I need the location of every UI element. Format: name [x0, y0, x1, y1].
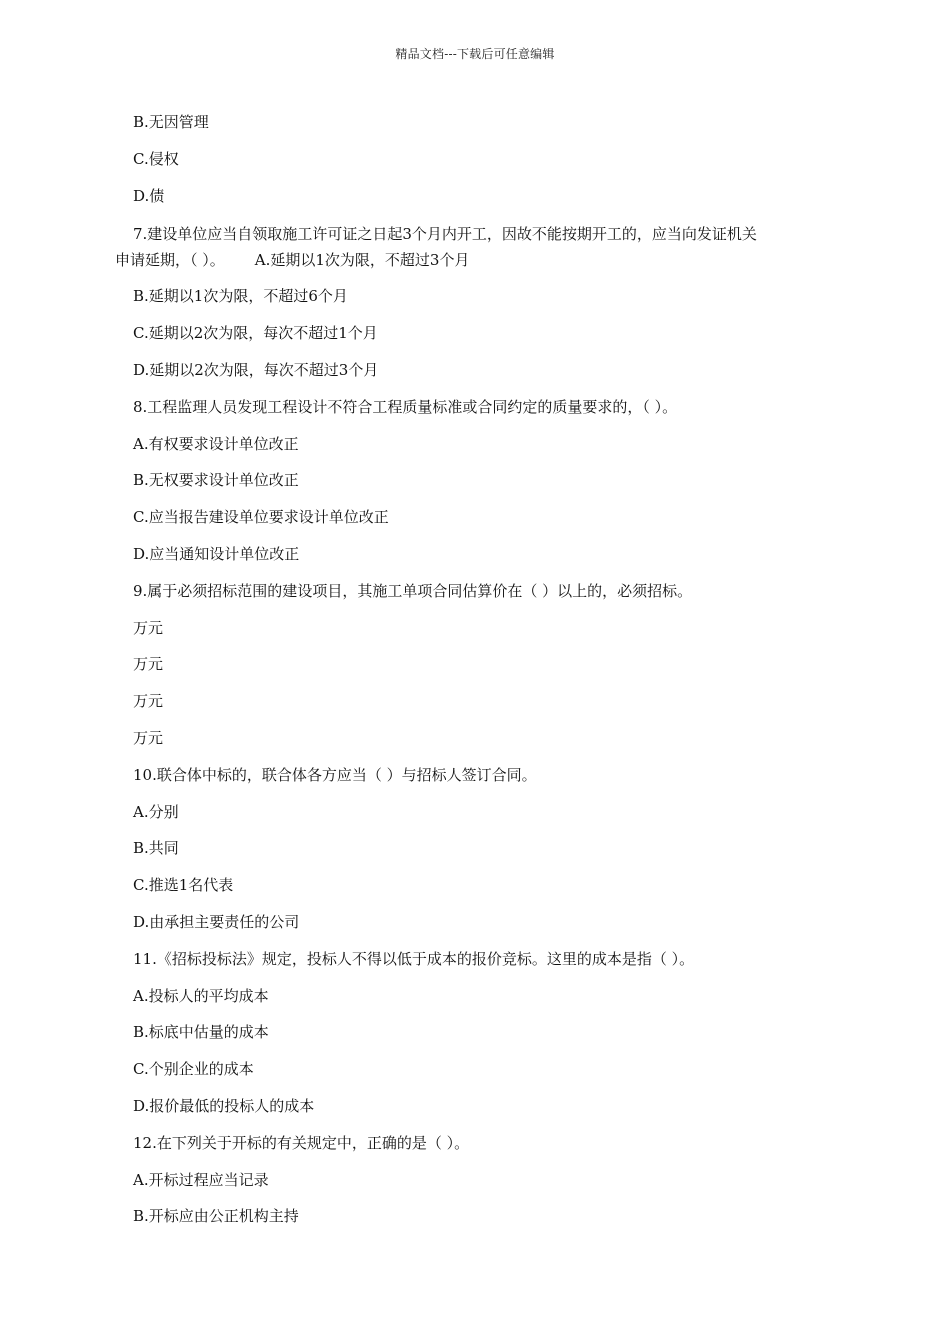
question-12-option-b: B.开标应由公正机构主持: [133, 1207, 299, 1226]
question-11-option-c: C.个别企业的成本: [133, 1060, 254, 1079]
question-10: 10.联合体中标的，联合体各方应当（ ）与招标人签订合同。: [133, 765, 537, 784]
option-b-text: B.无因管理: [133, 113, 209, 131]
question-10-option-c: C.推选1名代表: [133, 876, 234, 895]
question-7-option-d: D.延期以2次为限，每次不超过3个月: [133, 360, 379, 379]
question-7-line-1: 7.建设单位应当自领取施工许可证之日起3个月内开工，因故不能按期开工的，应当向发证机关: [133, 225, 757, 244]
question-8-option-b: B.无权要求设计单位改正: [133, 471, 299, 490]
question-7: [115, 221, 857, 273]
option-c-text: C.侵权: [133, 149, 179, 168]
question-7-line-2: [115, 247, 857, 273]
question-8-option-c: C.应当报告建设单位要求设计单位改正: [133, 508, 389, 527]
question-8-option-a: A.有权要求设计单位改正: [133, 434, 299, 453]
question-8: 8.工程监理人员发现工程设计不符合工程质量标准或合同约定的质量要求的，（ ）。: [133, 397, 678, 416]
question-9-option-2: 万元: [133, 655, 164, 674]
question-8-option-d: D.应当通知设计单位改正: [133, 544, 300, 563]
question-10-option-a: A.分别: [133, 802, 179, 821]
question-9-option-1: 万元: [133, 618, 164, 637]
question-10-option-d: D.由承担主要责任的公司: [133, 912, 300, 931]
question-9: 9.属于必须招标范围的建设项目，其施工单项合同估算价在（ ）以上的，必须招标。: [133, 581, 693, 600]
question-7-prompt-end: 申请延期，（ ）。: [115, 251, 225, 270]
question-7-option-b: B.延期以1次为限，不超过6个月: [133, 287, 348, 306]
question-11-option-a: A.投标人的平均成本: [133, 986, 269, 1005]
question-9-option-4: 万元: [133, 728, 164, 747]
option-d-text: D.债: [133, 186, 165, 205]
document-body: [115, 111, 857, 1242]
question-7-option-c: C.延期以2次为限，每次不超过1个月: [133, 324, 378, 343]
question-9-option-3: 万元: [133, 692, 164, 711]
question-10-option-b: B.共同: [133, 839, 179, 858]
question-11-option-d: D.报价最低的投标人的成本: [133, 1096, 315, 1115]
question-11: 11.《招标投标法》规定，投标人不得以低于成本的报价竞标。这里的成本是指（ ）。: [133, 949, 695, 968]
page-header: 精品文档---下载后可任意编辑: [395, 47, 555, 61]
question-12-option-a: A.开标过程应当记录: [133, 1170, 269, 1189]
question-11-option-b: B.标底中估量的成本: [133, 1023, 269, 1042]
question-7-option-a: A.延期以1次为限，不超过3个月: [254, 251, 470, 270]
question-12: 12.在下列关于开标的有关规定中，正确的是（ ）。: [133, 1133, 470, 1152]
